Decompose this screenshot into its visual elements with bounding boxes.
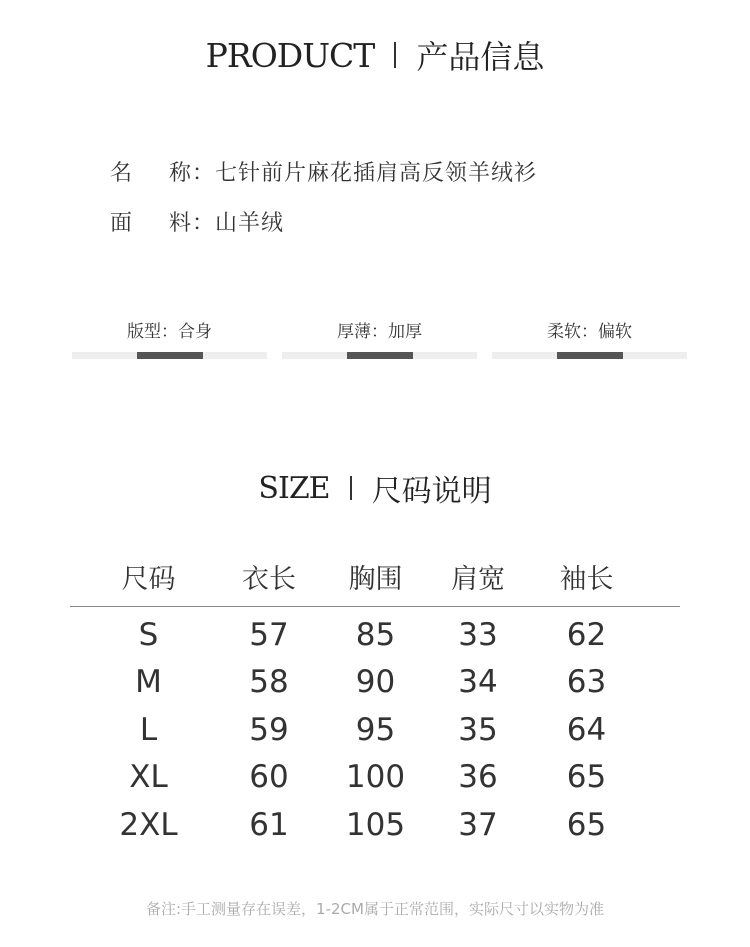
gauge-softness	[492, 320, 687, 359]
table-cell: 65	[566, 806, 607, 843]
column-header: 尺码	[121, 563, 176, 595]
gauge-fill	[347, 352, 412, 359]
table-cell: 85	[355, 616, 396, 653]
gauge-text: 版型：合身	[127, 322, 212, 342]
table-header	[70, 546, 680, 607]
size-section-title	[0, 465, 750, 511]
table-cell: 59	[249, 711, 289, 748]
table-cell: 35	[458, 711, 498, 748]
gauge-text: 柔软：偏软	[547, 322, 632, 342]
size-title-cn: 尺码说明	[371, 474, 492, 509]
gauge-text: 厚薄：加厚	[337, 322, 422, 342]
gauge-track	[282, 352, 477, 359]
product-title-cn: 产品信息	[416, 38, 545, 76]
gauge-track	[72, 352, 267, 359]
table-cell: 90	[355, 664, 396, 701]
title-divider	[394, 42, 396, 68]
column-header: 袖长	[559, 563, 614, 595]
table-row	[70, 659, 680, 707]
table-cell: 2XL	[119, 806, 178, 843]
size-title-en: SIZE	[258, 470, 330, 506]
table-cell: 62	[566, 616, 607, 653]
info-label: 名 称 ：	[110, 160, 215, 186]
gauge-track	[492, 352, 687, 359]
table-cell: 34	[458, 664, 498, 701]
info-value: 七针前片麻花插肩高反领羊绒衫	[215, 160, 538, 186]
table-cell: 57	[249, 616, 289, 653]
table-cell: 60	[249, 759, 289, 796]
info-row-material	[110, 205, 284, 237]
gauge-fit	[72, 320, 267, 359]
product-title-en: PRODUCT	[205, 35, 375, 75]
gauge-fill	[137, 352, 202, 359]
size-table	[70, 546, 680, 849]
info-value: 山羊绒	[215, 210, 285, 236]
table-cell: 95	[355, 711, 396, 748]
table-cell: 36	[458, 759, 498, 796]
table-row	[70, 801, 680, 849]
table-cell: 100	[345, 759, 406, 796]
table-cell: 58	[249, 664, 289, 701]
footnote: 备注:手工测量存在误差，1-2CM属于正常范围，实际尺寸以实物为准	[146, 900, 604, 918]
table-cell: 37	[458, 806, 498, 843]
table-row	[70, 611, 680, 659]
gauge-fill	[557, 352, 622, 359]
column-header: 衣长	[242, 563, 296, 595]
column-header: 胸围	[348, 563, 403, 595]
title-divider	[350, 476, 352, 500]
table-row	[70, 754, 680, 802]
table-cell: XL	[129, 759, 168, 796]
table-cell: 33	[458, 616, 498, 653]
table-cell: L	[139, 711, 158, 748]
table-cell: 61	[249, 806, 289, 843]
table-cell: 65	[566, 759, 607, 796]
table-cell: M	[135, 664, 162, 701]
table-cell: 63	[566, 664, 607, 701]
product-section-title	[0, 30, 750, 80]
column-header: 肩宽	[451, 563, 505, 595]
info-label: 面 料 ：	[110, 210, 215, 236]
table-cell: 64	[566, 711, 607, 748]
info-row-name	[110, 155, 537, 187]
table-cell: S	[138, 616, 159, 653]
gauge-thickness	[282, 320, 477, 359]
table-row	[70, 706, 680, 754]
table-cell: 105	[345, 806, 406, 843]
